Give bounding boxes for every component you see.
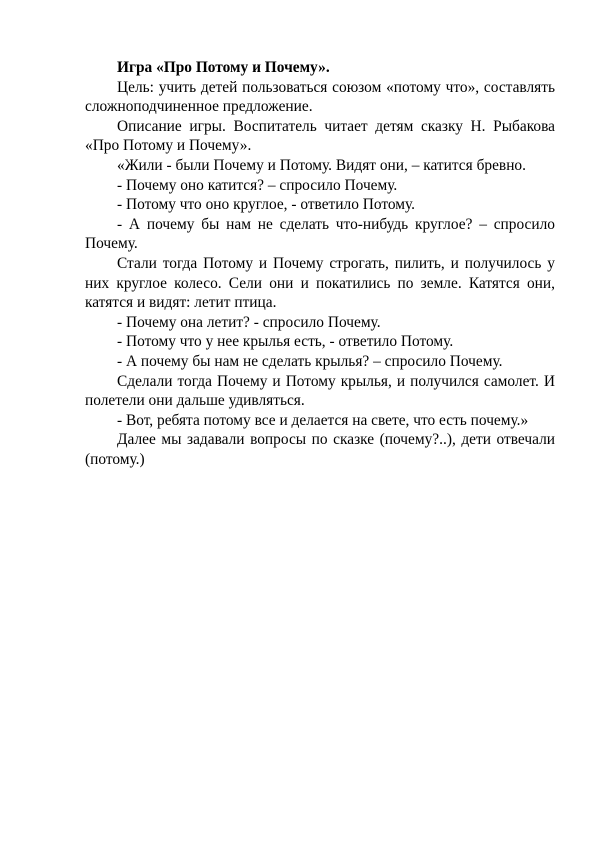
- paragraph-dialogue-4: - Почему она летит? - спросило Почему.: [117, 313, 381, 331]
- paragraph-dialogue-2: - Потому что оно круглое, - ответило Потому.: [117, 196, 416, 214]
- paragraph-wheel: Стали тогда Потому и Почему строгать, пилить, и получилось у них круглое колесо. Сели они и покатились по земле. Катятся они, катятся и видят: летит птица.: [85, 254, 555, 312]
- paragraph-story-start: «Жили - были Почему и Потому. Видят они, – катится бревно.: [117, 156, 526, 174]
- paragraph-airplane: Сделали тогда Почему и Потому крылья, и получился самолет. И полетели они дальше удивляться.: [85, 372, 555, 410]
- paragraph-moral: - Вот, ребята потому все и делается на свете, что есть почему.»: [117, 411, 529, 429]
- paragraph-dialogue-6: - А почему бы нам не сделать крылья? – спросило Почему.: [117, 352, 503, 370]
- paragraph-goal: Цель: учить детей пользоваться союзом «потому что», составлять сложноподчиненное предложение.: [85, 78, 555, 116]
- paragraph-dialogue-3: - А почему бы нам не сделать что-нибудь круглое? – спросило Почему.: [85, 215, 555, 253]
- game-title: Игра «Про Потому и Почему».: [117, 59, 330, 76]
- paragraph-description: Описание игры. Воспитатель читает детям сказку Н. Рыбакова «Про Потому и Почему».: [85, 117, 555, 155]
- document-body: [85, 58, 555, 469]
- paragraph-conclusion: Далее мы задавали вопросы по сказке (почему?..), дети отвечали (потому.): [85, 431, 555, 468]
- paragraph-dialogue-5: - Потому что у нее крылья есть, - ответило Потому.: [117, 333, 454, 351]
- paragraph-dialogue-1: - Почему оно катится? – спросило Почему.: [117, 176, 398, 194]
